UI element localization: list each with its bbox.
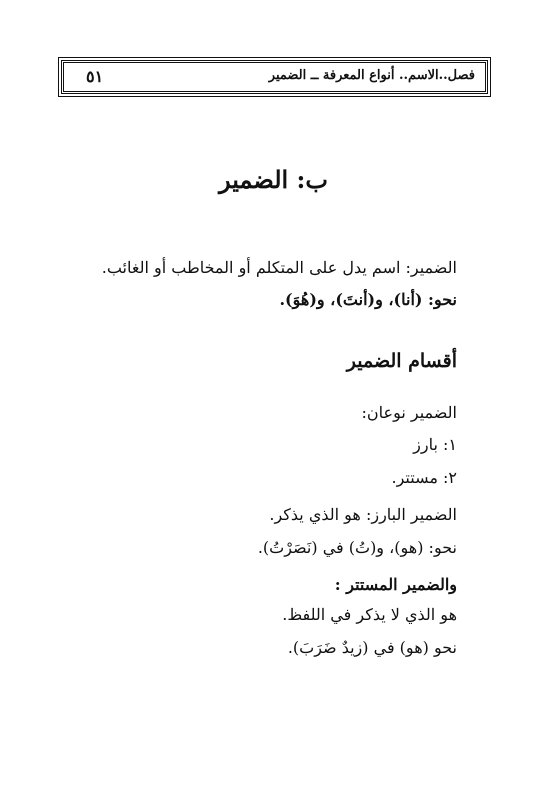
subheading: أقسام الضمير — [346, 350, 457, 372]
type-item-2: ٢: مستتر. — [391, 468, 457, 487]
definition-line: الضمير: اسم يدل على المتكلم أو المخاطب أو الغائب. — [101, 258, 457, 277]
page-header — [61, 60, 488, 94]
implicit-label: والضمير المستتر : — [334, 575, 457, 594]
implicit-example: نحو (هو) في (زيدٌ ضَرَبَ). — [287, 638, 457, 657]
implicit-definition: هو الذي لا يذكر في اللفظ. — [282, 605, 457, 624]
type-item-1: ١: بارز — [413, 435, 457, 454]
definition-example: نحو: (أنا)، و(أنتَ)، و(هُوَ). — [279, 290, 457, 309]
types-intro: الضمير نوعان: — [361, 403, 457, 422]
running-title: فصل..الاسم.. أنواع المعرفة ــ الضمير — [268, 68, 475, 83]
explicit-definition: الضمير البارز: هو الذي يذكر. — [269, 505, 457, 524]
page-number: ٥١ — [86, 67, 104, 86]
section-title: ب: الضمير — [219, 165, 328, 194]
explicit-example: نحو: (هو)، و(تُ) في (نَصَرْتُ). — [257, 538, 457, 557]
